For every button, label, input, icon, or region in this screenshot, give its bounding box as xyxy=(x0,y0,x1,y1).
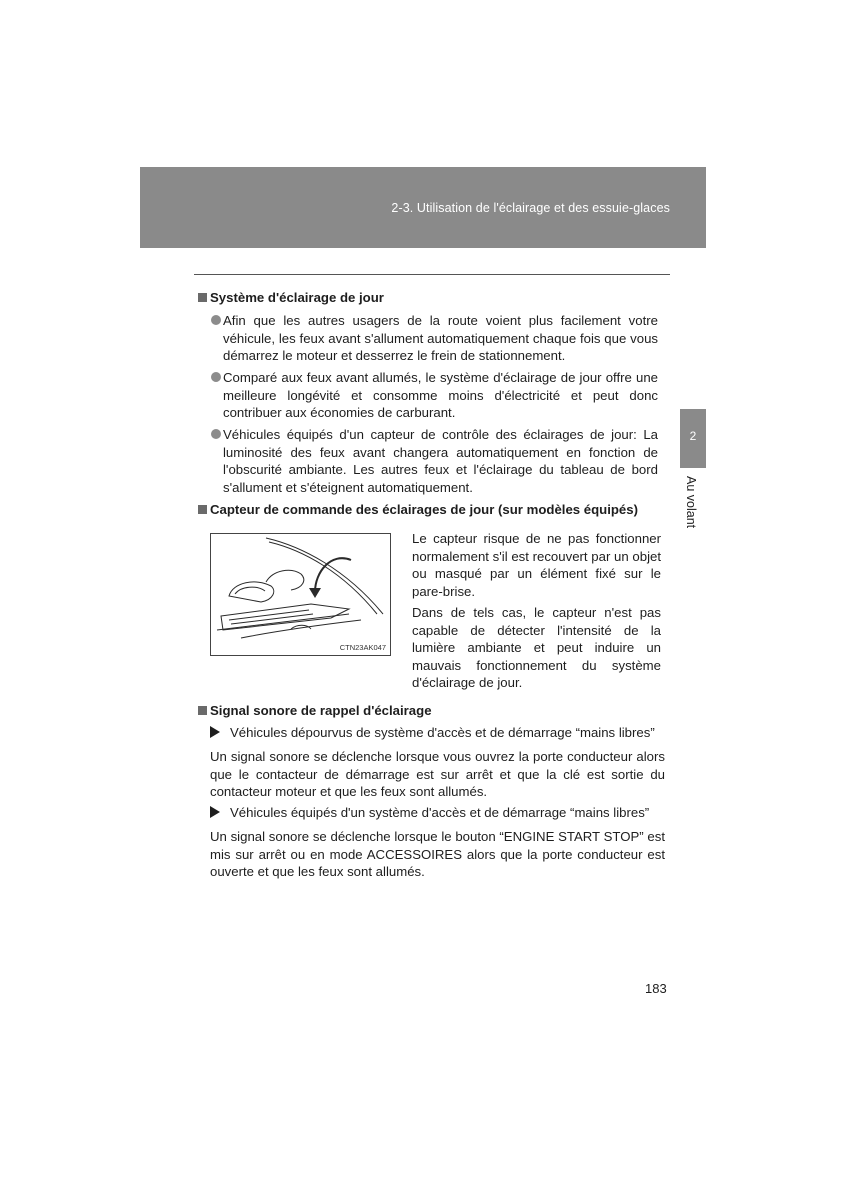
condition-paragraph: Un signal sonore se déclenche lorsque le bouton “ENGINE START STOP” est mis sur arrêt ou en mode ACCESSOIRES alors que la porte conducteur est ouverte et que les feux sont allumés. xyxy=(210,829,665,880)
section-heading-text: Signal sonore de rappel d'éclairage xyxy=(210,703,432,718)
chapter-tab xyxy=(680,409,706,468)
sensor-paragraph: Dans de tels cas, le capteur n'est pas capable de détecter l'intensité de la lumière ambiante et peut induire un mauvais fonctionnement du système d'éclairage de jour. xyxy=(412,605,661,691)
section-heading-reminder-buzzer xyxy=(198,703,432,718)
triangle-bullet-icon xyxy=(210,726,220,738)
bullet-dot-icon xyxy=(211,372,221,382)
triangle-bullet-icon xyxy=(210,806,220,818)
condition-text: Véhicules équipés d'un système d'accès et de démarrage “mains libres” xyxy=(230,805,650,820)
figure-code: CTN23AK047 xyxy=(339,643,386,652)
bullet-text: Comparé aux feux avant allumés, le système d'éclairage de jour offre une meilleure longévité et consomme moins d'électricité et peut donc contribuer aux économies de carburant. xyxy=(223,370,658,421)
chapter-title: 2-3. Utilisation de l'éclairage et des essuie-glaces xyxy=(391,201,670,215)
condition-paragraph: Un signal sonore se déclenche lorsque vous ouvrez la porte conducteur alors que le contacteur de démarrage est sur arrêt et que la clé est sortie du contacteur moteur et que les feux sont allumés. xyxy=(210,749,665,800)
condition-text: Véhicules dépourvus de système d'accès et de démarrage “mains libres” xyxy=(230,725,655,740)
chapter-tab-label: Au volant xyxy=(684,476,698,529)
square-bullet-icon xyxy=(198,706,207,715)
chapter-tab-number: 2 xyxy=(689,429,697,443)
sensor-illustration xyxy=(210,533,391,656)
bullet-text: Afin que les autres usagers de la route voient plus facilement votre véhicule, les feux avant s'allument automatiquement chaque fois que vous démarrez le moteur et desserrez le frein de stationnement. xyxy=(223,313,658,364)
section-heading-text: Système d'éclairage de jour xyxy=(210,290,384,305)
condition-item xyxy=(210,804,649,822)
bullet-dot-icon xyxy=(211,429,221,439)
page-number: 183 xyxy=(645,981,667,996)
section-heading-sensor xyxy=(198,502,638,517)
sensor-paragraph: Le capteur risque de ne pas fonctionner normalement s'il est recouvert par un objet ou masqué par un élément fixé sur le pare-brise. xyxy=(412,531,661,599)
square-bullet-icon xyxy=(198,505,207,514)
bullet-dot-icon xyxy=(211,315,221,325)
section-heading-text: Capteur de commande des éclairages de jour (sur modèles équipés) xyxy=(210,502,638,517)
chapter-header-band xyxy=(140,167,706,248)
bullet-text: Véhicules équipés d'un capteur de contrôle des éclairages de jour: La luminosité des feux avant changera automatiquement en fonction de l'obscurité ambiante. Les autres feux et l'éclairage du tableau de bord s'allument et s'éteignent automatiquement. xyxy=(223,427,658,495)
header-divider xyxy=(194,274,670,275)
section-heading-daytime-lights xyxy=(198,290,384,305)
bullet-item xyxy=(223,369,658,422)
condition-item xyxy=(210,724,655,742)
windshield-sensor-drawing xyxy=(211,534,390,655)
bullet-item xyxy=(223,312,658,365)
bullet-item xyxy=(223,426,658,496)
square-bullet-icon xyxy=(198,293,207,302)
